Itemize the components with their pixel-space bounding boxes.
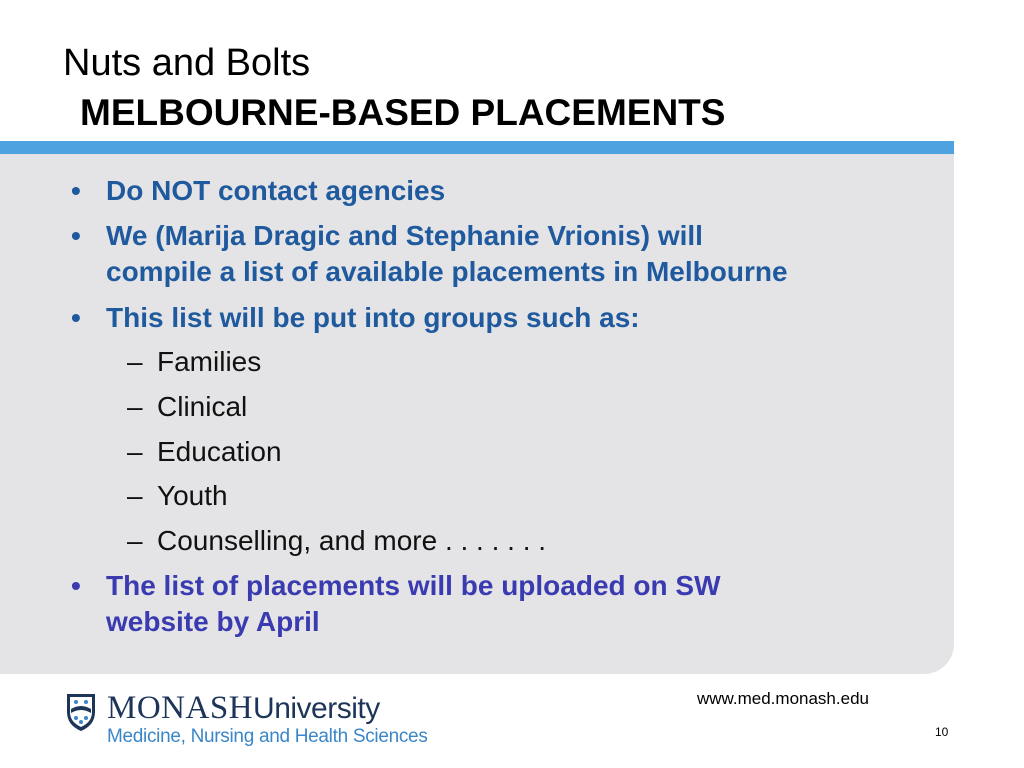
bullet-item — [0, 218, 954, 290]
sub-text: Education — [157, 436, 282, 467]
bullet-marker: • — [71, 302, 81, 333]
sub-marker: – — [127, 346, 143, 377]
bullet-text — [106, 300, 946, 336]
sub-marker: – — [127, 391, 143, 422]
logo-faculty: Medicine, Nursing and Health Sciences — [107, 726, 428, 747]
bullet-line: The list of placements will be uploaded on SW — [106, 570, 721, 601]
sub-marker: – — [127, 480, 143, 511]
page-number: 10 — [935, 725, 949, 739]
monash-logo — [65, 692, 445, 752]
bullet-line: This list will be put into groups such as: — [106, 302, 640, 333]
crest-icon — [65, 692, 97, 732]
bullet-line: compile a list of available placements in Melbourne — [106, 256, 788, 287]
sub-marker: – — [127, 436, 143, 467]
bullet-item — [0, 173, 954, 209]
footer-url: www.med.monash.edu — [697, 689, 869, 708]
sub-text: Counselling, and more . . . . . . . — [157, 525, 547, 556]
bullet-line: We (Marija Dragic and Stephanie Vrionis) will — [106, 220, 703, 251]
bullet-marker: • — [71, 175, 81, 206]
bullet-text — [106, 173, 946, 209]
bullet-item — [0, 300, 954, 336]
content-panel — [0, 154, 954, 674]
bullet-item — [0, 568, 954, 640]
bullet-marker: • — [71, 570, 81, 601]
bullet-text — [106, 218, 946, 290]
bullet-line: Do NOT contact agencies — [106, 175, 446, 206]
slide-subtitle: MELBOURNE-BASED PLACEMENTS — [80, 92, 726, 133]
sub-text: Youth — [157, 480, 228, 511]
sub-text: Families — [157, 346, 262, 377]
logo-wordmark — [107, 690, 380, 727]
logo-university: University — [253, 692, 380, 725]
sub-marker: – — [127, 525, 143, 556]
bullet-text — [106, 568, 946, 640]
slide-title: Nuts and Bolts — [63, 42, 311, 84]
logo-brand: MONASH — [107, 690, 254, 726]
bullet-line: website by April — [106, 606, 320, 637]
bullet-marker: • — [71, 220, 81, 251]
sub-text: Clinical — [157, 391, 248, 422]
header-bar — [0, 141, 954, 154]
